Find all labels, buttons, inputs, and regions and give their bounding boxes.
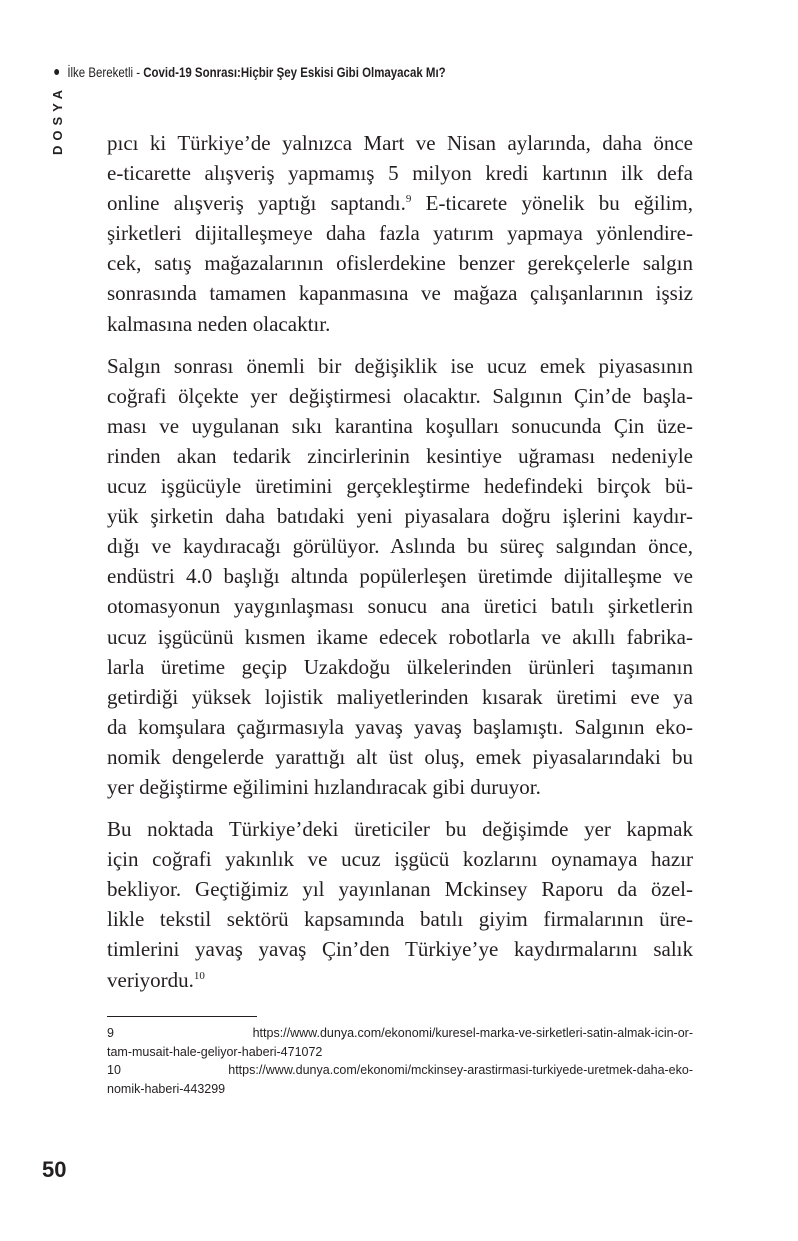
- footnote-line[interactable]: nomik-haberi-443299: [107, 1081, 226, 1096]
- page-number: 50: [42, 1157, 67, 1182]
- running-header: [46, 64, 446, 80]
- paragraph: [107, 351, 693, 802]
- text-line: timlerini yavaş yavaş Çin’den Türkiye’ye kaydırmalarını salık: [107, 937, 693, 962]
- footnote-line[interactable]: tam-musait-hale-geliyor-haberi-471072: [107, 1044, 323, 1059]
- footnotes: [107, 1024, 693, 1098]
- footnote-line[interactable]: 10 https://www.dunya.com/ekonomi/mckinsey-arastirmasi-turkiyede-uretmek-daha-eko-: [107, 1063, 693, 1077]
- section-label: DOSYA: [50, 84, 65, 155]
- text-line: yer değiştirme eğilimini hızlandıracak gibi duruyor.: [107, 774, 541, 799]
- bullet-icon: [54, 69, 59, 75]
- text-line: [107, 965, 693, 995]
- footnote-line[interactable]: 9 https://www.dunya.com/ekonomi/kuresel-marka-ve-sirketleri-satin-almak-icin-or-: [107, 1026, 693, 1040]
- text-line: nomik dengelerde yarattığı alt üst oluş, emek piyasalarındaki bu: [107, 744, 693, 769]
- text-line: rinden akan tedarik zincirlerinin kesintiye uğraması nedeniyle: [107, 443, 693, 468]
- text: E-ticarete yönelik bu eğilim,: [411, 191, 693, 216]
- header-title: Covid-19 Sonrası:Hiçbir Şey Eskisi Gibi Olmayacak Mı?: [143, 64, 446, 80]
- text-line: coğrafi ölçekte yer değiştirmesi olacaktır. Salgının Çin’de başla-: [107, 383, 693, 408]
- header-author: İlke Bereketli -: [67, 64, 141, 80]
- body-text: [107, 128, 693, 1007]
- text-line: e-ticarette alışveriş yapmamış 5 milyon kredi kartının ilk defa: [107, 161, 693, 186]
- text-line: için coğrafi yakınlık ve ucuz işgücü kozlarını oynamaya hazır: [107, 847, 693, 872]
- footnote-ref[interactable]: 10: [193, 969, 205, 982]
- text: online alışveriş yaptığı saptandı.: [107, 191, 406, 216]
- text-line: ucuz işgücüyle üretimini gerçekleştirme hedefindeki birçok bü-: [107, 474, 693, 499]
- text-line: Bu noktada Türkiye’deki üreticiler bu değişimde yer kapmak: [107, 817, 693, 842]
- footnote-divider: [107, 1016, 257, 1017]
- text-line: yük şirketin daha batıdaki yeni piyasalara doğru işlerini kaydır-: [107, 504, 693, 529]
- text-line: [107, 188, 693, 218]
- paragraph: [107, 128, 693, 339]
- text-line: kalmasına neden olacaktır.: [107, 311, 331, 336]
- text-line: Salgın sonrası önemli bir değişiklik ise ucuz emek piyasasının: [107, 353, 693, 378]
- text-line: şirketleri dijitalleşmeye daha fazla yatırım yapmaya yönlendire-: [107, 221, 693, 246]
- paragraph: [107, 814, 693, 995]
- footnote-ref[interactable]: 9: [405, 193, 412, 206]
- text-line: getirdiği yüksek lojistik maliyetlerinden kısarak üretimi eve ya: [107, 684, 693, 709]
- text-line: otomasyonun yaygınlaşması sonucu ana üretici batılı şirketlerin: [107, 594, 693, 619]
- text-line: bekliyor. Geçtiğimiz yıl yayınlanan Mckinsey Raporu da özel-: [107, 877, 693, 902]
- text-line: larla üretime geçip Uzakdoğu ülkelerinden ürünleri taşımanın: [107, 654, 693, 679]
- text-line: sonrasında tamamen kapanmasına ve mağaza çalışanlarının işsiz: [107, 281, 693, 306]
- text-line: endüstri 4.0 başlığı altında popülerleşen üretimde dijitalleşme ve: [107, 564, 693, 589]
- text-line: cek, satış mağazalarının ofislerdekine benzer gerekçelerle salgın: [107, 251, 693, 276]
- text-line: likle tekstil sektörü kapsamında batılı giyim firmalarının üre-: [107, 907, 693, 932]
- text-line: da komşulara çağırmasıyla yavaş yavaş başlamıştı. Salgının eko-: [107, 714, 693, 739]
- text-line: pıcı ki Türkiye’de yalnızca Mart ve Nisan aylarında, daha önce: [107, 131, 693, 155]
- text: veriyordu.: [107, 967, 194, 992]
- text-line: ucuz işgücünü kısmen ikame edecek robotlarla ve akıllı fabrika-: [107, 624, 693, 649]
- text-line: ması ve uygulanan sıkı karantina koşulları sonucunda Çin üze-: [107, 413, 693, 438]
- text-line: dığı ve kaydıracağı görülüyor. Aslında bu süreç salgından önce,: [107, 534, 693, 559]
